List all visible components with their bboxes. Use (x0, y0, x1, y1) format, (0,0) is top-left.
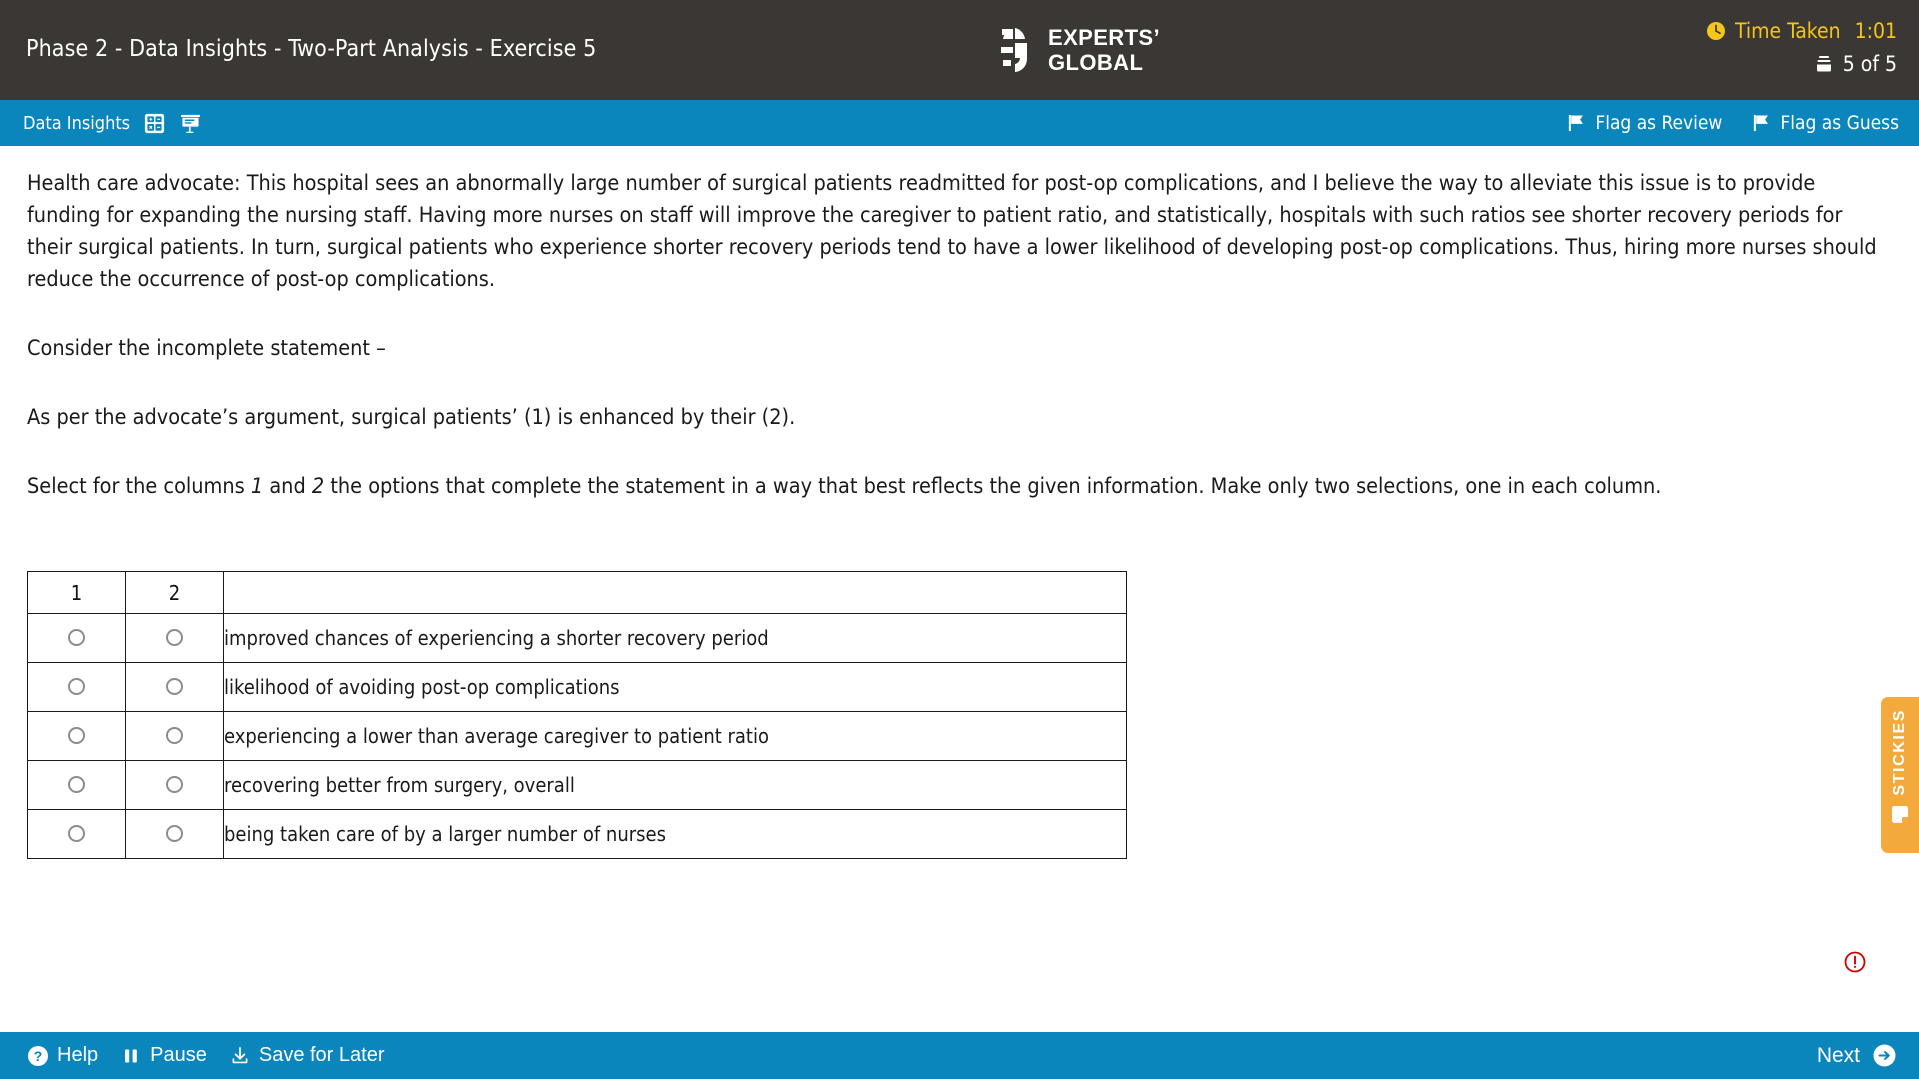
time-taken-value: 1:01 (1854, 19, 1897, 43)
flag-as-review-label: Flag as Review (1595, 112, 1723, 134)
instruction-conjunction: and (263, 474, 312, 499)
radio-button[interactable] (166, 678, 183, 695)
radio-button[interactable] (68, 678, 85, 695)
radio-button[interactable] (166, 727, 183, 744)
sticky-note-icon (1889, 796, 1911, 826)
radio-cell-col2-row4[interactable] (126, 761, 224, 810)
flag-as-guess-label: Flag as Guess (1780, 112, 1899, 134)
stem-paragraph: Health care advocate: This hospital sees an abnormally large number of surgical patients readmitted for post-op complications, and I believe the way to alleviate this issue is to provide funding for expanding the nursing staff. Having more nurses on staff will improve the caregiver to patient ratio, and statistically, hospitals with such ratios see shorter recovery periods for their surgical patients. In turn, surgical patients who experience shorter recovery periods tend to have a lower likelihood of developing post-op complications. Thus, hiring more nurses should reduce the occurrence of post-op complications. (27, 171, 1877, 292)
page-title: Phase 2 - Data Insights - Two-Part Analysis - Exercise 5 (26, 36, 597, 62)
toolbar-left-group (23, 112, 202, 135)
radio-cell-col2-row5[interactable] (126, 810, 224, 859)
radio-button[interactable] (166, 629, 183, 646)
radio-button[interactable] (68, 776, 85, 793)
answer-table-wrapper (27, 571, 1893, 859)
whiteboard-icon[interactable] (179, 112, 202, 135)
next-label: Next (1816, 1043, 1860, 1067)
radio-cell-col1-row5[interactable] (28, 810, 126, 859)
top-header (0, 0, 1919, 100)
save-for-later-label: Save for Later (258, 1044, 385, 1066)
svg-text:?: ? (33, 1047, 43, 1064)
radio-button[interactable] (166, 776, 183, 793)
radio-button[interactable] (68, 825, 85, 842)
incomplete-statement: As per the advocate’s argument, surgical patients’ (1) is enhanced by their (2). (27, 405, 796, 430)
flag-as-review-button[interactable] (1567, 112, 1722, 134)
answer-table-body (28, 614, 1127, 859)
experts-global-logo-mark (991, 26, 1037, 74)
table-row (28, 761, 1127, 810)
option-label-5: being taken care of by a larger number of nurses (224, 810, 1127, 859)
stickies-tab[interactable] (1881, 697, 1919, 853)
time-taken-row (1706, 16, 1897, 46)
option-label-4: recovering better from surgery, overall (224, 761, 1127, 810)
instruction-text-part2: the options that complete the statement in a way that best reflects the given information. Make only two selections, one in each column. (324, 474, 1662, 499)
flag-icon (1752, 114, 1771, 132)
option-label-1: improved chances of experiencing a shorter recovery period (224, 614, 1127, 663)
consider-line: Consider the incomplete statement – (27, 336, 386, 361)
radio-cell-col2-row1[interactable] (126, 614, 224, 663)
table-row (28, 614, 1127, 663)
stack-icon (1814, 54, 1834, 74)
radio-cell-col1-row3[interactable] (28, 712, 126, 761)
column-header-1: 1 (28, 572, 126, 614)
section-toolbar (0, 100, 1919, 146)
radio-button[interactable] (68, 629, 85, 646)
column-header-2: 2 (126, 572, 224, 614)
instruction-column-2: 2 (311, 474, 325, 499)
radio-button[interactable] (68, 727, 85, 744)
radio-cell-col1-row2[interactable] (28, 663, 126, 712)
option-label-2: likelihood of avoiding post-op complications (224, 663, 1127, 712)
instruction-text-part1: Select for the columns (27, 474, 251, 499)
flag-icon (1567, 114, 1586, 132)
question-count-value: 5 of 5 (1842, 52, 1897, 76)
logo-line-2: GLOBAL (1048, 49, 1144, 75)
radio-button[interactable] (166, 825, 183, 842)
brand-wordmark (1048, 24, 1161, 75)
arrow-right-icon (1872, 1043, 1897, 1068)
brand-logo (991, 26, 1160, 74)
radio-cell-col2-row2[interactable] (126, 663, 224, 712)
spacer (27, 365, 1893, 402)
save-for-later-button[interactable] (229, 1044, 385, 1067)
instruction-line (27, 471, 1893, 503)
option-label-3: experiencing a lower than average caregiver to patient ratio (224, 712, 1127, 761)
logo-line-1: EXPERTS’ (1048, 24, 1161, 50)
flag-as-guess-button[interactable] (1752, 112, 1899, 134)
radio-cell-col1-row1[interactable] (28, 614, 126, 663)
question-count-row (1706, 48, 1897, 80)
timer-block (1706, 16, 1897, 80)
column-header-blank (224, 572, 1127, 614)
pause-button[interactable] (120, 1044, 207, 1067)
download-icon (229, 1045, 251, 1067)
bottom-bar (0, 1032, 1919, 1079)
calculator-icon[interactable] (143, 112, 166, 135)
pause-label: Pause (150, 1044, 207, 1066)
section-label: Data Insights (23, 112, 131, 134)
clock-icon (1706, 21, 1726, 41)
question-mark-icon (27, 1045, 49, 1067)
alert-circle-icon (1843, 950, 1867, 974)
pause-icon (120, 1045, 142, 1067)
help-button[interactable] (27, 1044, 98, 1067)
stickies-label: STICKIES (1891, 709, 1908, 796)
instruction-column-1: 1 (250, 474, 264, 499)
spacer (27, 434, 1893, 471)
time-taken-label: Time Taken (1734, 19, 1841, 43)
alert-indicator[interactable] (1843, 950, 1867, 974)
table-row (28, 663, 1127, 712)
table-row (28, 712, 1127, 761)
table-header-row (28, 572, 1127, 614)
answer-table (27, 571, 1127, 859)
help-label: Help (57, 1044, 99, 1066)
radio-cell-col1-row4[interactable] (28, 761, 126, 810)
next-button[interactable] (1817, 1043, 1897, 1068)
question-content (0, 146, 1919, 1032)
bottom-left-group (27, 1044, 384, 1067)
table-row (28, 810, 1127, 859)
toolbar-right-group (1567, 112, 1899, 134)
radio-cell-col2-row3[interactable] (126, 712, 224, 761)
spacer (27, 296, 1893, 333)
